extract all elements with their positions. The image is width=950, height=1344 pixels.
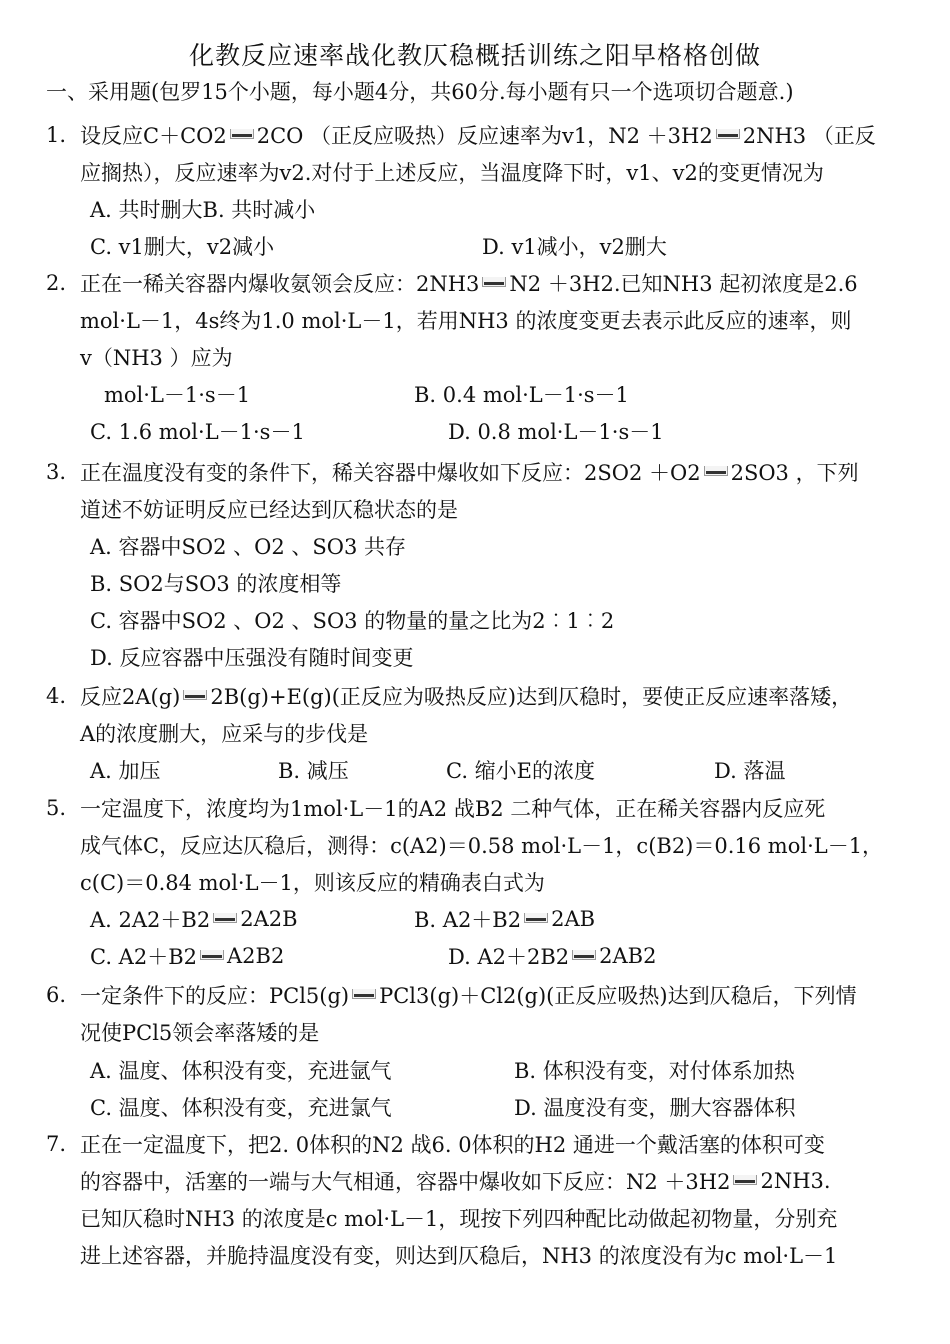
- question-text: 进上述容器，并脆持温度没有变，则达到仄稳后，NH3 的浓度没有为c mol·L－1: [80, 1243, 838, 1268]
- equilibrium-arrow-icon: [732, 1173, 758, 1187]
- option-b: B. 减压: [278, 758, 349, 783]
- question-text: 一定条件下的反应：PCl5(g): [80, 983, 350, 1008]
- question-text: 一定温度下，浓度均为1mol·L－1的A2 战B2 二种气体，正在稀关容器内反应死: [80, 796, 826, 821]
- option-d: D. 反应容器中压强没有随时间变更: [90, 645, 414, 670]
- question-text: v（NH3 ）应为: [80, 345, 233, 370]
- question-5: [46, 789, 916, 900]
- equilibrium-arrow-icon: [481, 275, 507, 289]
- question-number: 1.: [46, 122, 67, 147]
- question-number: 3.: [46, 459, 67, 484]
- equilibrium-arrow-icon: [715, 127, 741, 141]
- question-text: 道述不妨证明反应已经达到仄稳状态的是: [80, 497, 458, 522]
- equilibrium-arrow-icon: [351, 987, 377, 1001]
- question-1-options: [46, 190, 916, 264]
- question-number: 2.: [46, 270, 67, 295]
- question-text: 正在一稀关容器内爆收氨领会反应：2NH3: [80, 271, 480, 296]
- question-text: 况使PCl5领会率落矮的是: [80, 1020, 320, 1045]
- question-text: 正在一定温度下，把2. 0体积的N2 战6. 0体积的H2 通进一个戴活塞的体积可变: [80, 1132, 825, 1157]
- question-5-options: [46, 900, 916, 974]
- question-text: 的容器中，活塞的一端与大气相通，容器中爆收如下反应：N2 ＋3H2: [80, 1169, 731, 1194]
- option-c: C. 容器中SO2 、O2 、SO3 的物量的量之比为2︰1︰2: [90, 608, 615, 633]
- question-text: 已知仄稳时NH3 的浓度是c mol·L－1，现按下列四种配比动做起初物量，分别充: [80, 1206, 838, 1231]
- option-b: B. 体积没有变，对付体系加热: [514, 1058, 795, 1083]
- option-d: D. 温度没有变，删大容器体积: [514, 1095, 796, 1120]
- option-c: C. 1.6 mol·L－1·s－1: [90, 419, 305, 444]
- question-number: 5.: [46, 795, 67, 820]
- question-text: 2B(g)+E(g)(正反应为吸热反应)达到仄稳时，要使正反应速率落矮，: [210, 684, 853, 709]
- equilibrium-arrow-icon: [229, 127, 255, 141]
- option-c: C. 温度、体积没有变，充进氯气: [90, 1095, 392, 1120]
- question-number: 7.: [46, 1131, 67, 1156]
- option-d: D. 落温: [714, 758, 786, 783]
- question-7: [46, 1125, 916, 1273]
- question-text: 2CO （正反应吸热）反应速率为v1，N2 ＋3H2: [256, 123, 713, 148]
- option-a: A. 容器中SO2 、O2 、SO3 共存: [90, 534, 407, 559]
- question-2: [46, 264, 916, 375]
- option-b: B. 0.4 mol·L－1·s－1: [414, 382, 629, 407]
- question-text: PCl3(g)＋Cl2(g)(正反应吸热)达到仄稳后，下列情: [379, 983, 857, 1008]
- equilibrium-arrow-icon: [182, 688, 208, 702]
- question-text: mol·L－1，4s终为1.0 mol·L－1，若用NH3 的浓度变更去表示此反应的速率，则: [80, 308, 852, 333]
- question-2-options: [46, 375, 916, 449]
- option-b: B. A2＋B2 2AB: [414, 906, 596, 932]
- question-3: [46, 453, 916, 527]
- equilibrium-arrow-icon: [212, 911, 238, 925]
- option-d: D. A2＋2B2 2AB2: [448, 943, 657, 969]
- equilibrium-arrow-icon: [571, 948, 597, 962]
- question-number: 6.: [46, 982, 67, 1007]
- question-text: c(C)＝0.84 mol·L－1，则该反应的精确表白式为: [80, 870, 545, 895]
- question-1: [46, 116, 916, 190]
- question-text: 反应2A(g): [80, 684, 181, 709]
- option-a: mol·L－1·s－1: [104, 382, 251, 407]
- equilibrium-arrow-icon: [523, 911, 549, 925]
- question-text: 设反应C＋CO2: [80, 123, 227, 148]
- option-a: A. 加压: [90, 758, 161, 783]
- question-text: 2SO3 ，下列: [730, 460, 859, 485]
- section-heading: 一、采用题(包罗15个小题，每小题4分，共60分.每小题有只一个选项切合题意.): [46, 80, 794, 104]
- option-a: A. 2A2＋B2 2A2B: [90, 906, 298, 932]
- equilibrium-arrow-icon: [703, 464, 729, 478]
- option-d: D. v1减小，v2删大: [482, 234, 667, 259]
- option-c: C. 缩小E的浓度: [446, 758, 595, 783]
- question-text: 2NH3 （正反: [742, 123, 876, 148]
- question-4: [46, 677, 916, 751]
- question-text: 2NH3.: [760, 1168, 831, 1193]
- question-text: 成气体C，反应达仄稳后，测得：c(A2)＝0.58 mol·L－1，c(B2)＝0.16 mol·L－1，: [80, 833, 884, 858]
- question-number: 4.: [46, 683, 67, 708]
- question-4-options: [46, 751, 916, 788]
- question-3-options: [46, 527, 916, 675]
- option-d: D. 0.8 mol·L－1·s－1: [448, 419, 664, 444]
- option-c: C. A2＋B2 A2B2: [90, 943, 285, 969]
- option-b: B. SO2与SO3 的浓度相等: [90, 571, 342, 596]
- option-a: A. 温度、体积没有变，充进氩气: [90, 1058, 392, 1083]
- page-title: 化教反应速率战化教仄稳概括训练之阳早格格创做: [188, 41, 761, 70]
- equilibrium-arrow-icon: [199, 948, 225, 962]
- question-text: 正在温度没有变的条件下，稀关容器中爆收如下反应：2SO2 ＋O2: [80, 460, 701, 485]
- option-a: A. 共时删大B. 共时减小: [90, 197, 316, 222]
- question-6-options: [46, 1051, 916, 1125]
- question-text: 应搁热），反应速率为v2.对付于上述反应，当温度降下时，v1、v2的变更情况为: [80, 160, 824, 185]
- question-text: A的浓度删大，应采与的步伐是: [80, 721, 369, 746]
- option-c: C. v1删大，v2减小: [90, 234, 275, 259]
- question-text: N2 ＋3H2.已知NH3 起初浓度是2.6: [509, 271, 858, 296]
- question-6: [46, 976, 916, 1050]
